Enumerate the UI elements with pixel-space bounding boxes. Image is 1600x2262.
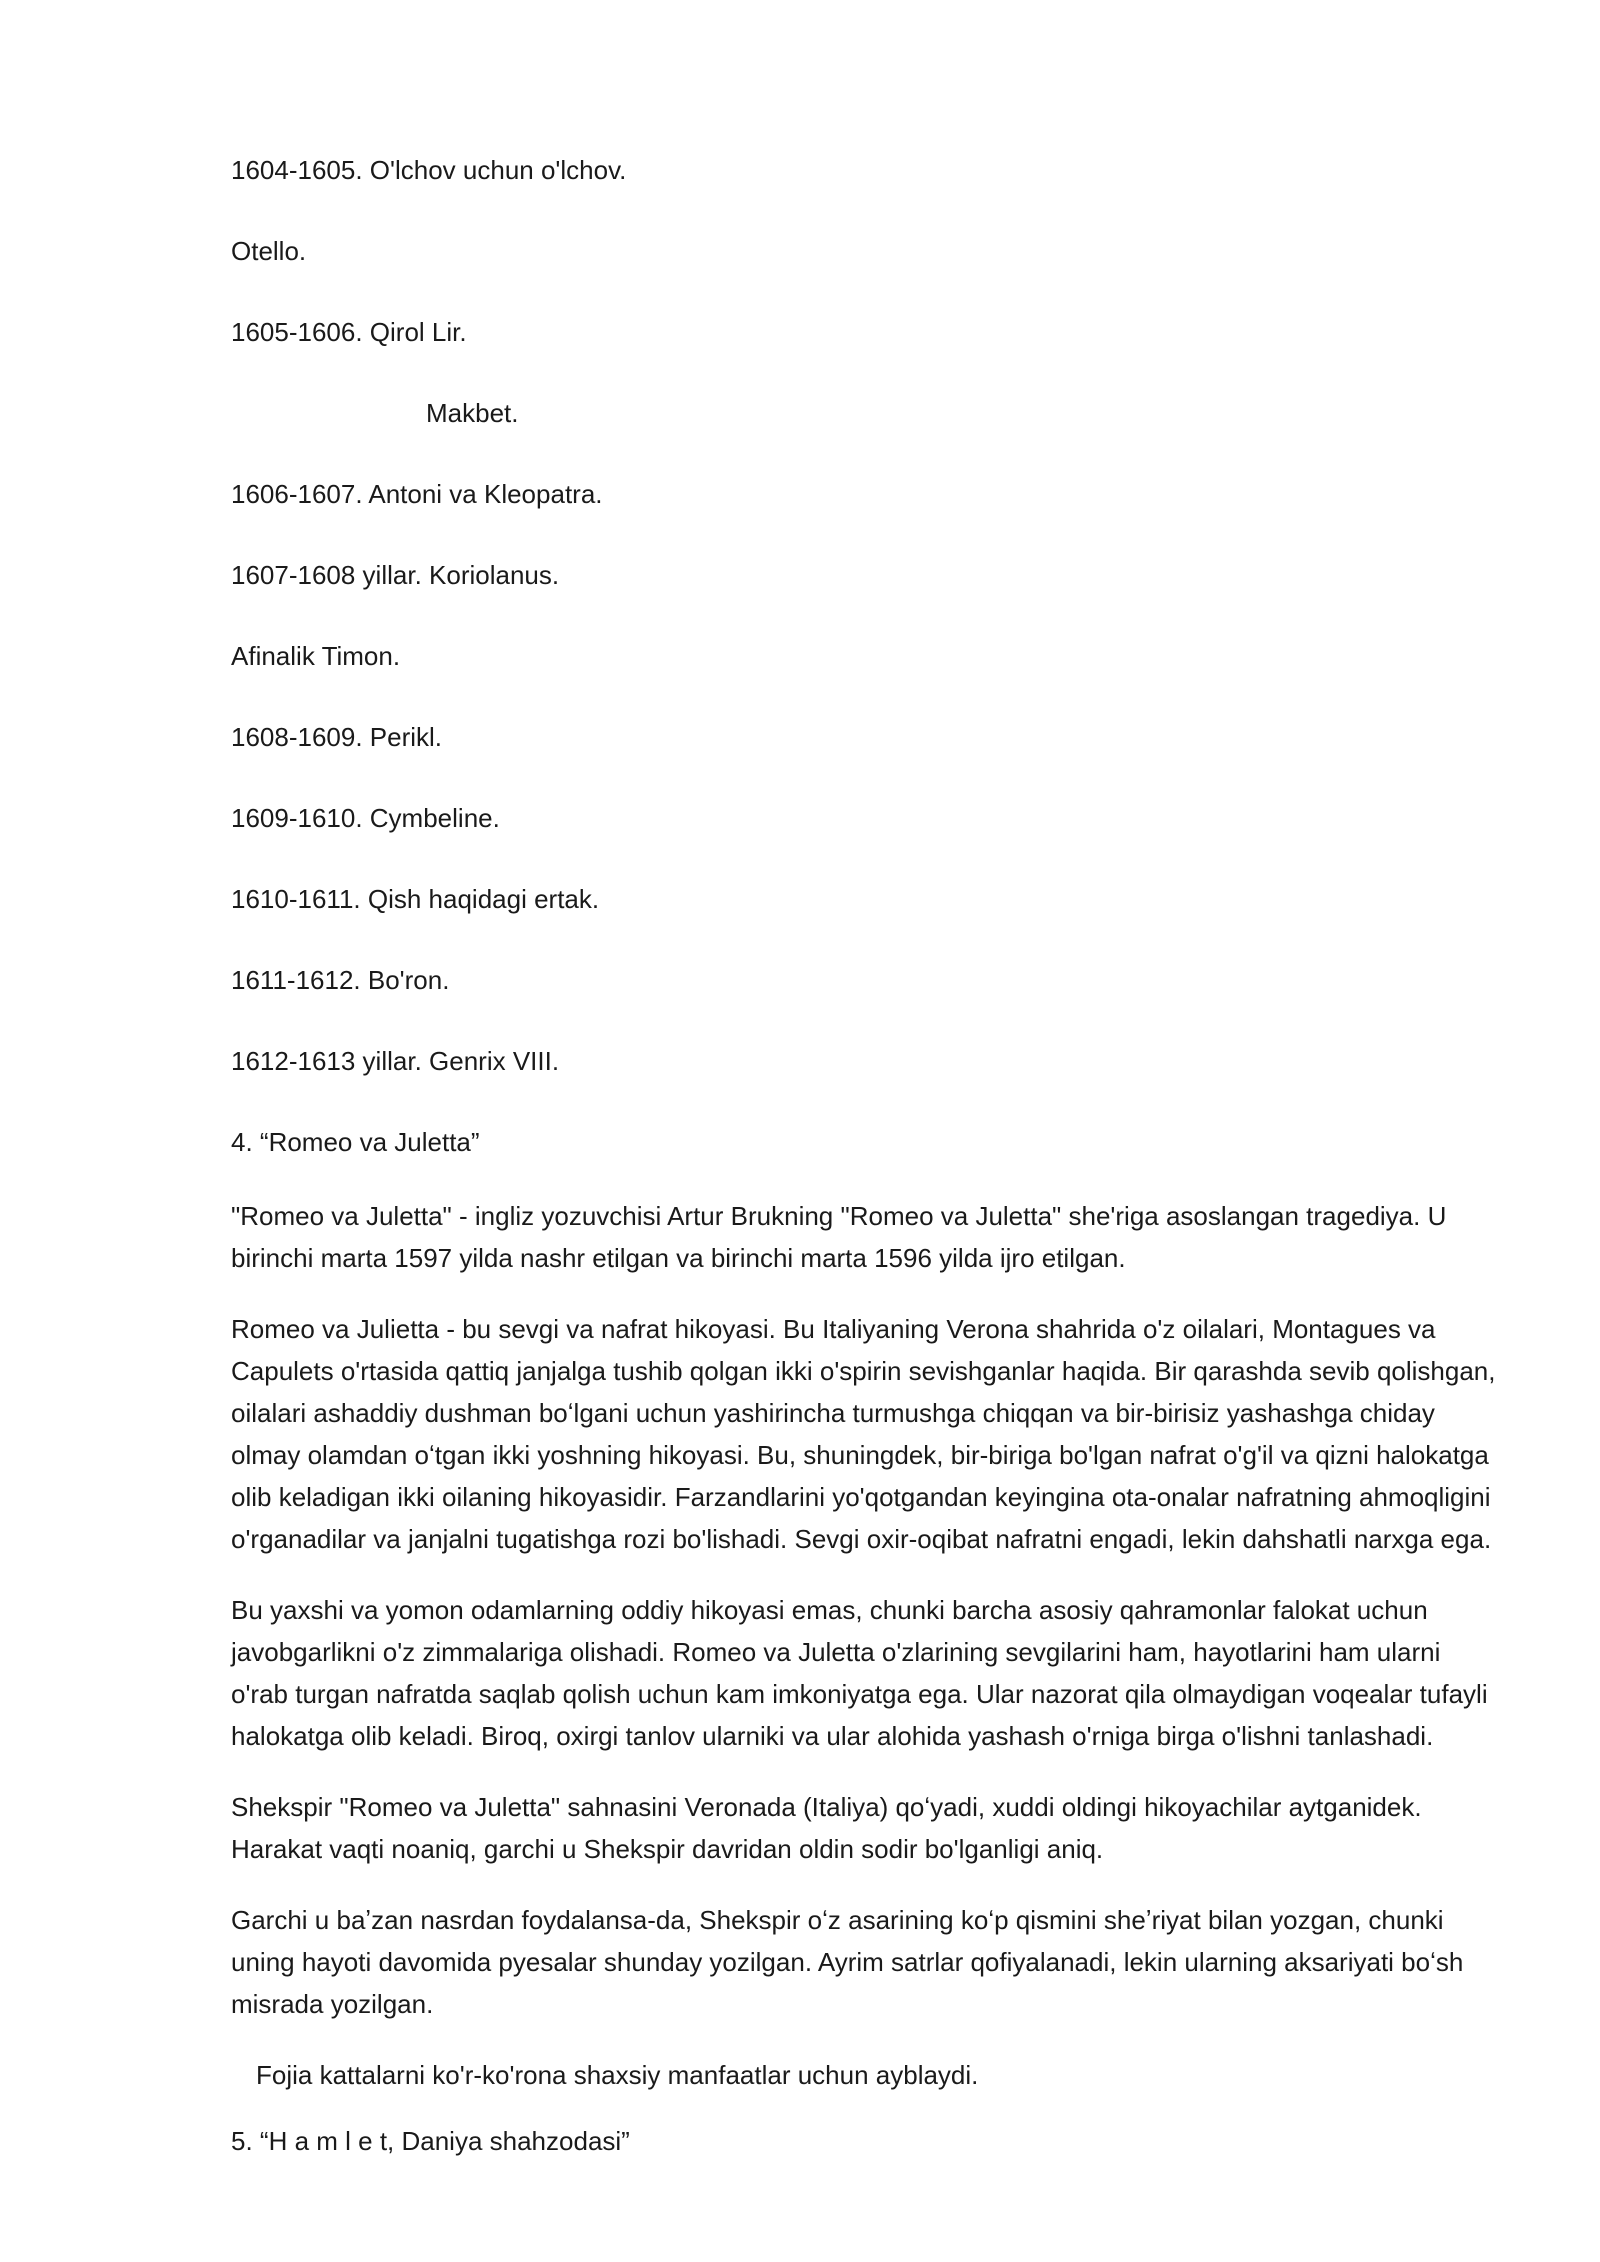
paragraph: Garchi u baʼzan nasrdan foydalansa-da, Shekspir oʻz asarining koʻp qismini sheʼriyat bilan yozgan, chunki uning hayoti davomida pyesalar shunday yozilgan. Ayrim satrlar qofiyalanadi, lekin ularning aksariyati boʻsh misrada yozilgan.: [231, 1905, 1464, 2019]
list-item: 1611-1612. Bo'ron.: [231, 965, 450, 995]
list-item: 1606-1607. Antoni va Kleopatra.: [231, 479, 603, 509]
paragraph: Fojia kattalarni ko'r-ko'rona shaxsiy manfaatlar uchun ayblaydi.: [256, 2060, 979, 2090]
paragraph: Romeo va Julietta - bu sevgi va nafrat hikoyasi. Bu Italiyaning Verona shahrida o'z oilalari, Montagues va Capulets o'rtasida qattiq janjalga tushib qolgan ikki o'spirin sevishganlar haqida. Bir qarashda sevib qolishgan, oilalari ashaddiy dushman boʻlgani uchun yashirincha turmushga chiqqan va bir-birisiz yashashga chiday olmay olamdan oʻtgan ikki yoshning hikoyasi. Bu, shuningdek, bir-biriga bo'lgan nafrat o'g'il va qizni halokatga olib keladigan ikki oilaning hikoyasidir. Farzandlarini yo'qotgandan keyingina ota-onalar nafratning ahmoqligini o'rganadilar va janjalni tugatishga rozi bo'lishadi. Sevgi oxir-oqibat nafratni engadi, lekin dahshatli narxga ega.: [231, 1314, 1496, 1554]
paragraph: Bu yaxshi va yomon odamlarning oddiy hikoyasi emas, chunki barcha asosiy qahramonlar falokat uchun javobgarlikni o'z zimmalariga olishadi. Romeo va Juletta o'zlarining sevgilarini ham, hayotlarini ham ularni o'rab turgan nafratda saqlab qolish uchun kam imkoniyatga ega. Ular nazorat qila olmaydigan voqealar tufayli halokatga olib keladi. Biroq, oxirgi tanlov ularniki va ular alohida yashash o'rniga birga o'lishni tanlashadi.: [231, 1595, 1488, 1751]
list-item: 1608-1609. Perikl.: [231, 722, 443, 752]
list-item: 1612-1613 yillar. Genrix VIII.: [231, 1046, 560, 1076]
list-item: 1607-1608 yillar. Koriolanus.: [231, 560, 560, 590]
list-item: Afinalik Timon.: [231, 641, 401, 671]
list-item: Otello.: [231, 236, 307, 266]
section-heading: 5. “H a m l e t, Daniya shahzodasi”: [231, 2126, 630, 2156]
paragraph: "Romeo va Juletta" - ingliz yozuvchisi Artur Brukning "Romeo va Juletta" she'riga asoslangan tragediya. U birinchi marta 1597 yilda nashr etilgan va birinchi marta 1596 yilda ijro etilgan.: [231, 1201, 1447, 1273]
paragraph: Shekspir "Romeo va Juletta" sahnasini Veronada (Italiya) qoʻyadi, xuddi oldingi hikoyachilar aytganidek. Harakat vaqti noaniq, garchi u Shekspir davridan oldin sodir bo'lganligi aniq.: [231, 1792, 1422, 1864]
list-item: 1609-1610. Cymbeline.: [231, 803, 500, 833]
section-heading: 4. “Romeo va Juletta”: [231, 1127, 480, 1157]
list-item: 1604-1605. O'lchov uchun o'lchov.: [231, 155, 627, 185]
list-item: 1610-1611. Qish haqidagi ertak.: [231, 884, 600, 914]
document-page: [231, 150, 1496, 2162]
list-item: 1605-1606. Qirol Lir.: [231, 317, 467, 347]
list-item: Makbet.: [426, 398, 519, 428]
